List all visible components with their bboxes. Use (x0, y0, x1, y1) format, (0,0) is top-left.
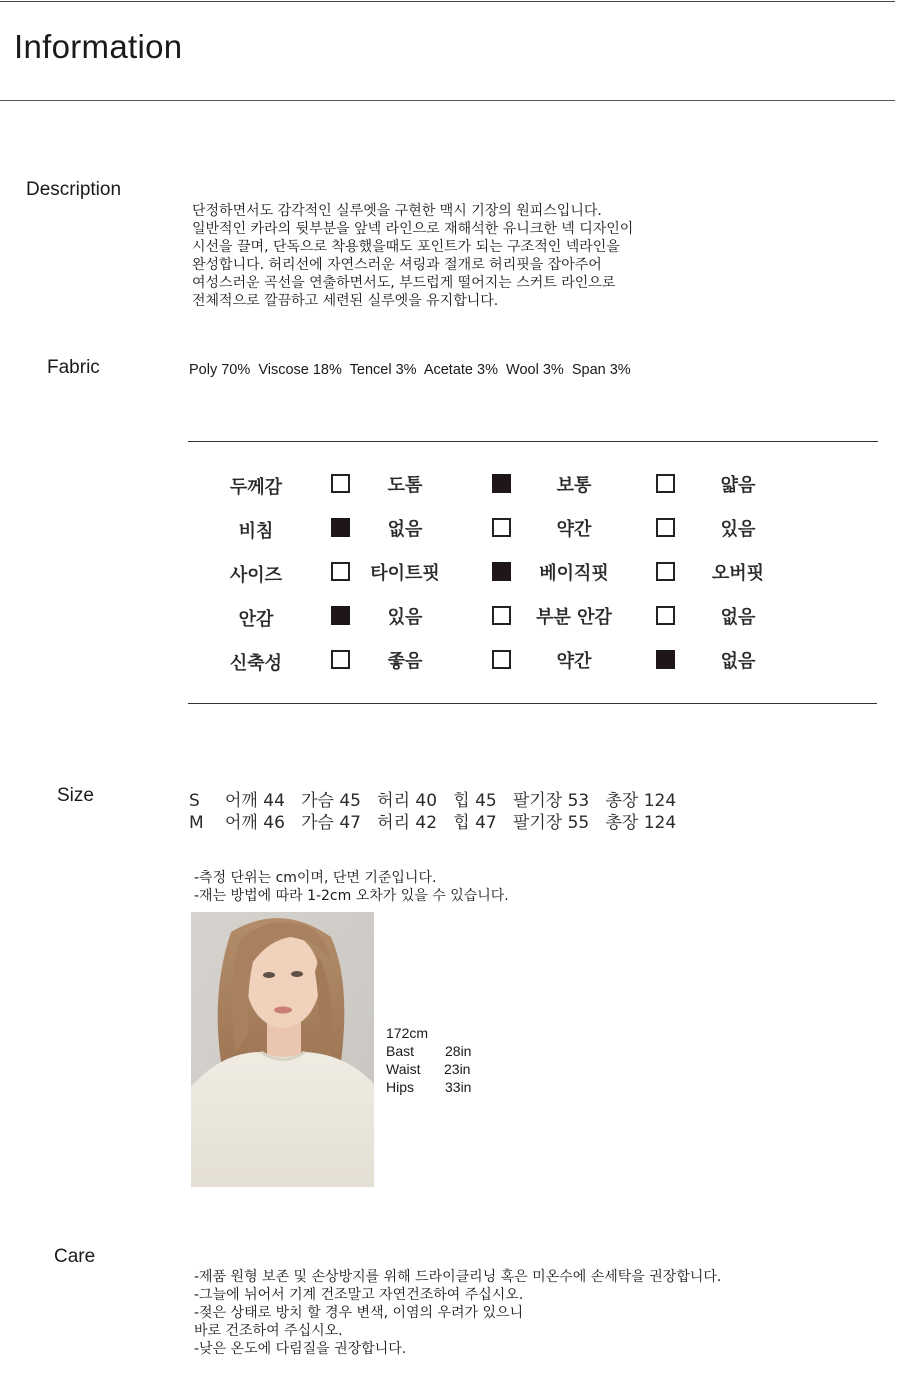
stat-name: Hips (386, 1079, 415, 1095)
care-line: 바로 건조하여 주십시오. (194, 1323, 343, 1339)
model-stat-row (386, 1060, 471, 1078)
option-label: 얇음 (720, 475, 756, 496)
grid-top-rule (188, 441, 878, 442)
option-label: 없음 (387, 519, 423, 540)
top-rule (0, 1, 895, 2)
option-checkbox (656, 650, 675, 669)
option-checkbox (492, 606, 511, 625)
attribute-name: 사이즈 (229, 565, 283, 586)
care-line: -그늘에 뉘어서 기계 건조말고 자연건조하여 주십시오. (194, 1287, 524, 1303)
attribute-name: 두께감 (229, 477, 283, 498)
care-line: -낮은 온도에 다림질을 권장합니다. (194, 1341, 407, 1357)
care-line: -제품 원형 보존 및 손상방지를 위해 드라이클리닝 혹은 미온수에 손세탁을 권장합니다. (194, 1269, 722, 1285)
option-label: 약간 (556, 519, 592, 540)
option-checkbox (492, 562, 511, 581)
option-checkbox (656, 518, 675, 537)
size-note: -재는 방법에 따라 1-2cm 오차가 있을 수 있습니다. (194, 888, 509, 904)
description-text (192, 184, 633, 328)
stat-value: 33in (445, 1079, 472, 1095)
option-checkbox (492, 650, 511, 669)
option-label: 없음 (720, 607, 756, 628)
option-checkbox (492, 474, 511, 493)
stat-name: Waist (386, 1061, 421, 1077)
description-line: 여성스러운 곡선을 연출하면서도, 부드럽게 떨어지는 스커트 라인으로 (192, 275, 616, 291)
option-label: 오버핏 (711, 563, 765, 584)
option-label: 없음 (720, 651, 756, 672)
size-label: Size (57, 785, 94, 806)
model-height: 172cm (386, 1025, 429, 1041)
care-line: -젖은 상태로 방치 할 경우 변색, 이염의 우려가 있으니 (194, 1305, 524, 1321)
header-rule (0, 100, 895, 101)
option-label: 부분 안감 (536, 607, 612, 628)
fabric-label: Fabric (47, 357, 100, 378)
option-label: 있음 (720, 519, 756, 540)
stat-value: 23in (444, 1061, 471, 1077)
option-label: 좋음 (387, 651, 423, 672)
option-label: 약간 (556, 651, 592, 672)
page-title: Information (14, 28, 183, 65)
grid-bottom-rule (188, 703, 877, 704)
option-checkbox (656, 562, 675, 581)
option-checkbox (492, 518, 511, 537)
option-label: 있음 (387, 607, 423, 628)
description-line: 일반적인 카라의 뒷부분을 앞넥 라인으로 재해석한 유니크한 넥 디자인이 (192, 221, 634, 237)
description-line: 전체적으로 깔끔하고 세련된 실루엣을 유지합니다. (192, 293, 499, 309)
option-label: 타이트핏 (370, 563, 440, 584)
model-stat-row (386, 1042, 471, 1060)
fabric-composition: Poly 70% Viscose 18% Tencel 3% Acetate 3% Wool 3% Span 3% (189, 362, 631, 378)
description-line: 시선을 끌며, 단독으로 착용했을때도 포인트가 되는 구조적인 넥라인을 (192, 239, 620, 255)
option-checkbox (656, 474, 675, 493)
option-checkbox (656, 606, 675, 625)
attribute-name: 안감 (238, 609, 274, 630)
size-note: -측정 단위는 cm이며, 단면 기준입니다. (194, 870, 437, 886)
care-text (194, 1250, 721, 1376)
description-label: Description (26, 179, 122, 200)
option-label: 도톰 (387, 475, 423, 496)
stat-value: 28in (445, 1043, 472, 1059)
model-stats (386, 1024, 471, 1096)
option-label: 베이직핏 (539, 563, 609, 584)
model-stat-row (386, 1078, 471, 1096)
size-code: M (189, 813, 204, 833)
size-measures: 어깨 44 가슴 45 허리 40 힙 45 팔기장 53 총장 124 (225, 791, 677, 811)
stat-name: Bast (386, 1043, 415, 1059)
care-label: Care (54, 1246, 96, 1267)
model-photo (191, 912, 374, 1187)
description-line: 완성합니다. 허리선에 자연스러운 셔링과 절개로 허리핏을 잡아주어 (192, 257, 602, 273)
attribute-name: 비침 (238, 521, 274, 542)
attribute-name: 신축성 (229, 653, 283, 674)
size-measures: 어깨 46 가슴 47 허리 42 힙 47 팔기장 55 총장 124 (225, 813, 677, 833)
description-line: 단정하면서도 감각적인 실루엣을 구현한 맥시 기장의 원피스입니다. (192, 203, 602, 219)
size-row (189, 808, 676, 833)
option-label: 보통 (556, 475, 592, 496)
size-code: S (189, 791, 200, 811)
